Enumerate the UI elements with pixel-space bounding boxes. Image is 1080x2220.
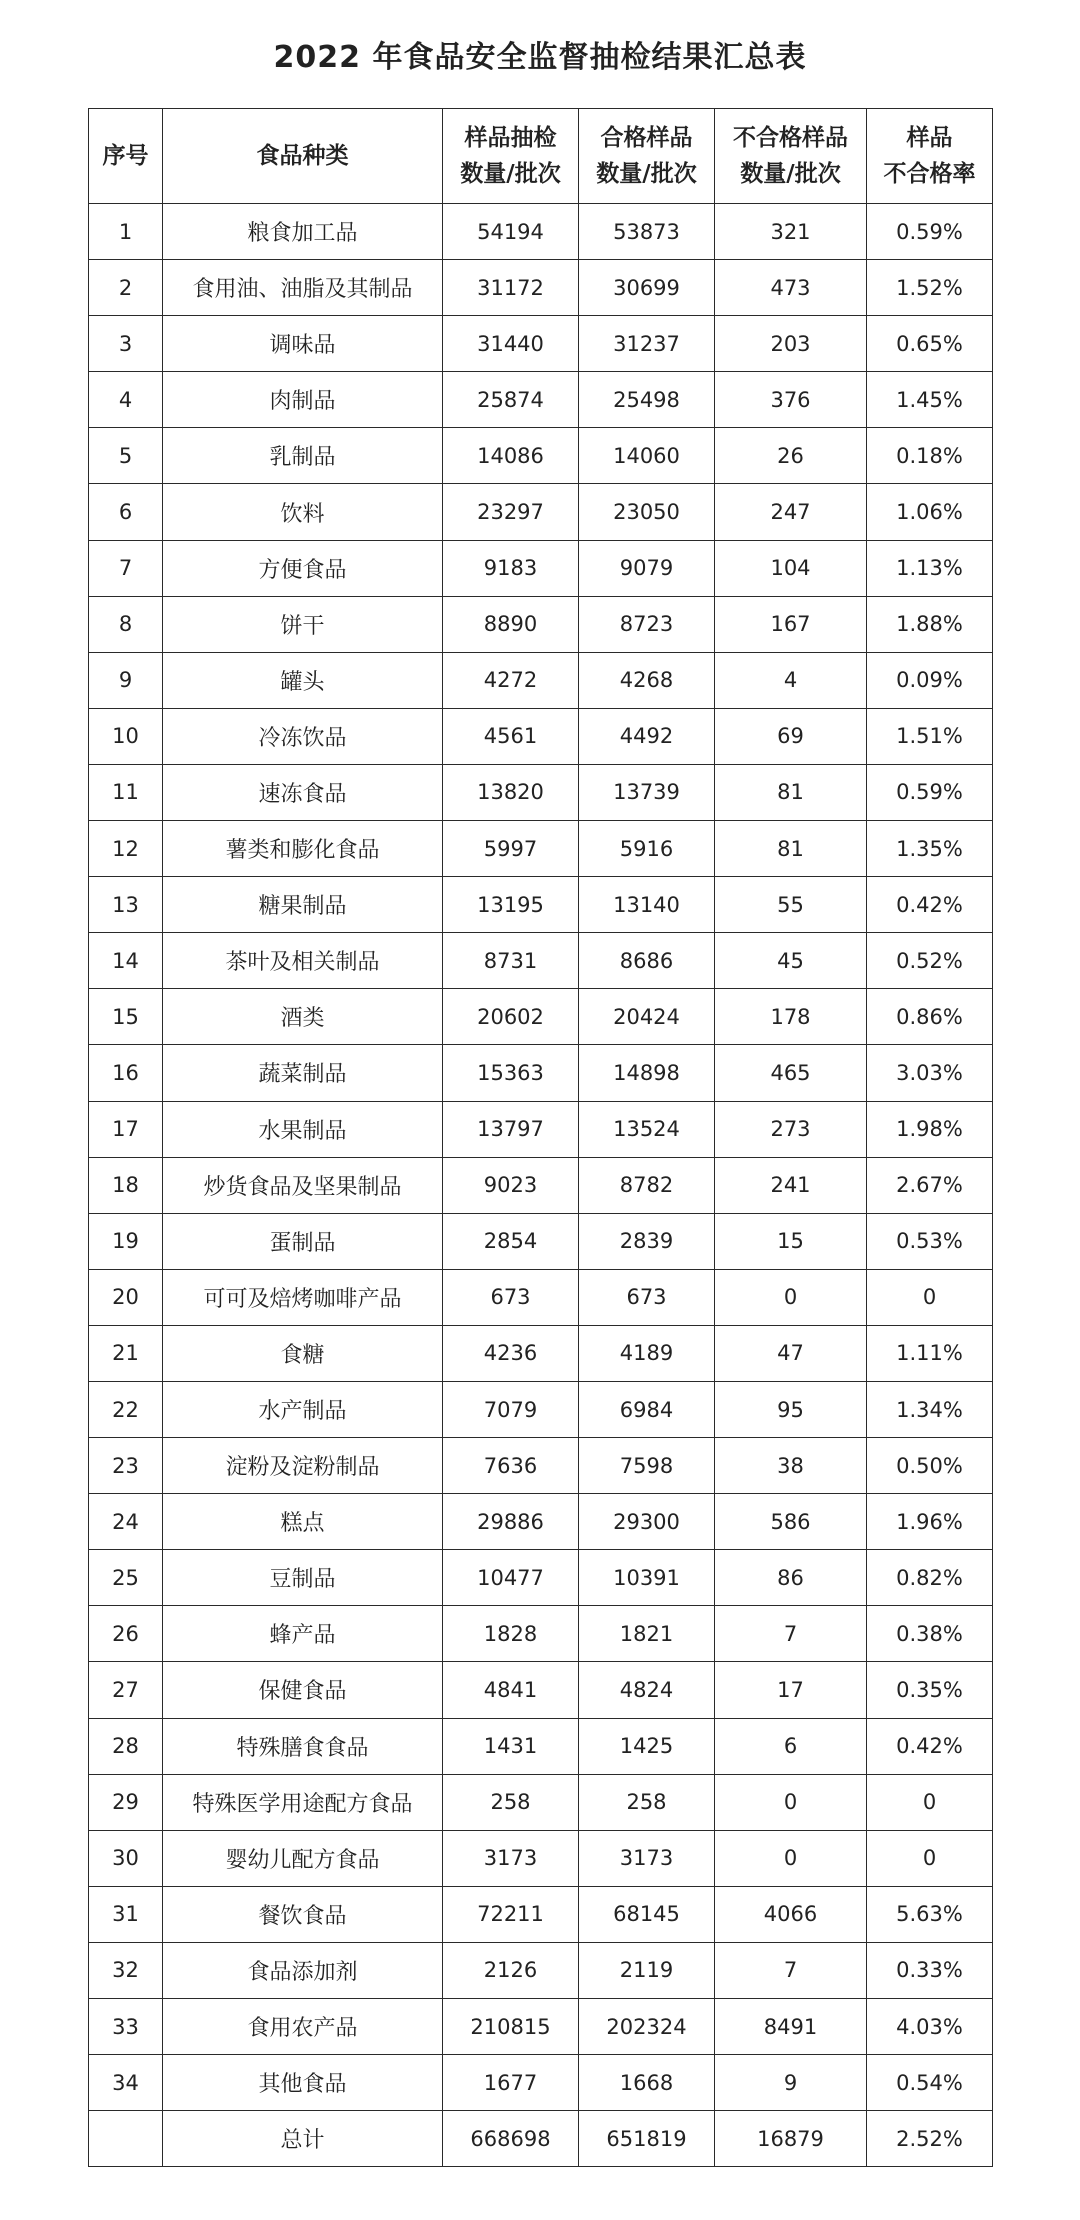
cell-passed: 14060 (579, 428, 715, 484)
cell-category: 粮食加工品 (163, 204, 443, 260)
header-index: 序号 (89, 109, 163, 204)
cell-index: 32 (89, 1942, 163, 1998)
cell-rate: 1.98% (867, 1101, 993, 1157)
cell-failed: 241 (715, 1157, 867, 1213)
cell-failed: 47 (715, 1325, 867, 1381)
cell-category: 茶叶及相关制品 (163, 933, 443, 989)
cell-category: 其他食品 (163, 2055, 443, 2111)
cell-sampled: 13195 (443, 877, 579, 933)
cell-sampled: 2854 (443, 1213, 579, 1269)
cell-passed: 2119 (579, 1942, 715, 1998)
cell-failed: 0 (715, 1830, 867, 1886)
table-row (89, 1438, 993, 1494)
cell-rate: 0.33% (867, 1942, 993, 1998)
cell-index: 2 (89, 260, 163, 316)
cell-failed: 81 (715, 764, 867, 820)
cell-sampled: 23297 (443, 484, 579, 540)
cell-failed: 376 (715, 372, 867, 428)
cell-category: 水产制品 (163, 1381, 443, 1437)
cell-passed: 31237 (579, 316, 715, 372)
table-row (89, 1774, 993, 1830)
cell-category: 肉制品 (163, 372, 443, 428)
cell-failed: 465 (715, 1045, 867, 1101)
total-cell-passed: 651819 (579, 2111, 715, 2167)
table-row (89, 204, 993, 260)
cell-rate: 2.67% (867, 1157, 993, 1213)
cell-index: 8 (89, 596, 163, 652)
cell-failed: 321 (715, 204, 867, 260)
cell-failed: 586 (715, 1494, 867, 1550)
cell-index: 27 (89, 1662, 163, 1718)
table-row (89, 260, 993, 316)
cell-passed: 20424 (579, 989, 715, 1045)
cell-index: 14 (89, 933, 163, 989)
cell-failed: 17 (715, 1662, 867, 1718)
cell-passed: 4824 (579, 1662, 715, 1718)
table-row (89, 821, 993, 877)
cell-index: 20 (89, 1269, 163, 1325)
cell-category: 可可及焙烤咖啡产品 (163, 1269, 443, 1325)
cell-rate: 1.52% (867, 260, 993, 316)
cell-passed: 2839 (579, 1213, 715, 1269)
cell-sampled: 9183 (443, 540, 579, 596)
total-cell-sampled: 668698 (443, 2111, 579, 2167)
cell-failed: 6 (715, 1718, 867, 1774)
table-row (89, 764, 993, 820)
cell-sampled: 4236 (443, 1325, 579, 1381)
cell-rate: 5.63% (867, 1886, 993, 1942)
cell-passed: 9079 (579, 540, 715, 596)
cell-rate: 1.13% (867, 540, 993, 596)
table-row (89, 1381, 993, 1437)
cell-passed: 1425 (579, 1718, 715, 1774)
table-row (89, 596, 993, 652)
table-row (89, 1213, 993, 1269)
table-row (89, 1606, 993, 1662)
cell-rate: 0.42% (867, 1718, 993, 1774)
cell-passed: 68145 (579, 1886, 715, 1942)
table-row (89, 2055, 993, 2111)
cell-passed: 6984 (579, 1381, 715, 1437)
cell-index: 4 (89, 372, 163, 428)
cell-failed: 26 (715, 428, 867, 484)
cell-sampled: 4272 (443, 652, 579, 708)
cell-category: 酒类 (163, 989, 443, 1045)
cell-failed: 167 (715, 596, 867, 652)
cell-passed: 25498 (579, 372, 715, 428)
cell-passed: 1821 (579, 1606, 715, 1662)
cell-sampled: 2126 (443, 1942, 579, 1998)
cell-passed: 8782 (579, 1157, 715, 1213)
header-rate: 样品 不合格率 (867, 109, 993, 204)
cell-failed: 203 (715, 316, 867, 372)
cell-category: 婴幼儿配方食品 (163, 1830, 443, 1886)
header-row (89, 109, 993, 204)
cell-sampled: 31172 (443, 260, 579, 316)
cell-failed: 273 (715, 1101, 867, 1157)
table-row (89, 540, 993, 596)
cell-index: 3 (89, 316, 163, 372)
cell-passed: 14898 (579, 1045, 715, 1101)
cell-sampled: 7079 (443, 1381, 579, 1437)
table-row (89, 1494, 993, 1550)
cell-passed: 5916 (579, 821, 715, 877)
cell-failed: 9 (715, 2055, 867, 2111)
cell-failed: 4066 (715, 1886, 867, 1942)
cell-passed: 1668 (579, 2055, 715, 2111)
cell-failed: 69 (715, 708, 867, 764)
cell-passed: 673 (579, 1269, 715, 1325)
cell-sampled: 72211 (443, 1886, 579, 1942)
cell-index: 24 (89, 1494, 163, 1550)
cell-failed: 4 (715, 652, 867, 708)
cell-sampled: 4841 (443, 1662, 579, 1718)
cell-category: 豆制品 (163, 1550, 443, 1606)
cell-rate: 0.59% (867, 204, 993, 260)
cell-sampled: 9023 (443, 1157, 579, 1213)
cell-failed: 15 (715, 1213, 867, 1269)
cell-passed: 202324 (579, 1999, 715, 2055)
table-row (89, 1830, 993, 1886)
cell-index: 28 (89, 1718, 163, 1774)
table-row (89, 1662, 993, 1718)
cell-index: 7 (89, 540, 163, 596)
cell-category: 饼干 (163, 596, 443, 652)
cell-sampled: 8890 (443, 596, 579, 652)
cell-index: 25 (89, 1550, 163, 1606)
total-cell-failed: 16879 (715, 2111, 867, 2167)
cell-passed: 258 (579, 1774, 715, 1830)
cell-index: 33 (89, 1999, 163, 2055)
cell-category: 饮料 (163, 484, 443, 540)
header-category: 食品种类 (163, 109, 443, 204)
cell-category: 乳制品 (163, 428, 443, 484)
cell-rate: 0.59% (867, 764, 993, 820)
cell-index: 1 (89, 204, 163, 260)
cell-passed: 8723 (579, 596, 715, 652)
cell-category: 调味品 (163, 316, 443, 372)
cell-sampled: 7636 (443, 1438, 579, 1494)
cell-index: 6 (89, 484, 163, 540)
cell-passed: 13524 (579, 1101, 715, 1157)
cell-category: 薯类和膨化食品 (163, 821, 443, 877)
header-sampled: 样品抽检 数量/批次 (443, 109, 579, 204)
table-row (89, 428, 993, 484)
cell-index: 22 (89, 1381, 163, 1437)
cell-failed: 95 (715, 1381, 867, 1437)
cell-sampled: 1828 (443, 1606, 579, 1662)
header-failed: 不合格样品 数量/批次 (715, 109, 867, 204)
cell-rate: 0.35% (867, 1662, 993, 1718)
cell-category: 糖果制品 (163, 877, 443, 933)
cell-rate: 1.96% (867, 1494, 993, 1550)
cell-rate: 0.52% (867, 933, 993, 989)
table-row (89, 989, 993, 1045)
cell-index: 26 (89, 1606, 163, 1662)
cell-category: 糕点 (163, 1494, 443, 1550)
cell-category: 蛋制品 (163, 1213, 443, 1269)
cell-sampled: 8731 (443, 933, 579, 989)
cell-failed: 38 (715, 1438, 867, 1494)
cell-sampled: 5997 (443, 821, 579, 877)
cell-category: 蜂产品 (163, 1606, 443, 1662)
cell-rate: 1.06% (867, 484, 993, 540)
cell-passed: 53873 (579, 204, 715, 260)
cell-index: 30 (89, 1830, 163, 1886)
cell-failed: 7 (715, 1606, 867, 1662)
cell-rate: 0.54% (867, 2055, 993, 2111)
results-table (88, 108, 993, 2167)
cell-sampled: 25874 (443, 372, 579, 428)
cell-category: 速冻食品 (163, 764, 443, 820)
cell-category: 蔬菜制品 (163, 1045, 443, 1101)
cell-sampled: 20602 (443, 989, 579, 1045)
cell-failed: 81 (715, 821, 867, 877)
table-row (89, 933, 993, 989)
cell-index: 29 (89, 1774, 163, 1830)
total-cell-index (89, 2111, 163, 2167)
cell-rate: 1.35% (867, 821, 993, 877)
cell-rate: 0 (867, 1269, 993, 1325)
cell-passed: 3173 (579, 1830, 715, 1886)
cell-failed: 45 (715, 933, 867, 989)
cell-category: 保健食品 (163, 1662, 443, 1718)
cell-rate: 0.82% (867, 1550, 993, 1606)
cell-index: 21 (89, 1325, 163, 1381)
cell-index: 12 (89, 821, 163, 877)
table-row (89, 877, 993, 933)
cell-index: 10 (89, 708, 163, 764)
cell-category: 特殊膳食食品 (163, 1718, 443, 1774)
cell-sampled: 13797 (443, 1101, 579, 1157)
cell-passed: 13140 (579, 877, 715, 933)
cell-rate: 4.03% (867, 1999, 993, 2055)
cell-passed: 8686 (579, 933, 715, 989)
cell-failed: 7 (715, 1942, 867, 1998)
table-row (89, 1045, 993, 1101)
cell-index: 9 (89, 652, 163, 708)
cell-category: 淀粉及淀粉制品 (163, 1438, 443, 1494)
table-row (89, 1942, 993, 1998)
cell-failed: 8491 (715, 1999, 867, 2055)
cell-category: 食用农产品 (163, 1999, 443, 2055)
table-row (89, 316, 993, 372)
cell-passed: 30699 (579, 260, 715, 316)
cell-sampled: 3173 (443, 1830, 579, 1886)
cell-rate: 3.03% (867, 1045, 993, 1101)
cell-rate: 1.45% (867, 372, 993, 428)
cell-sampled: 1431 (443, 1718, 579, 1774)
cell-rate: 0.53% (867, 1213, 993, 1269)
cell-rate: 1.34% (867, 1381, 993, 1437)
cell-sampled: 13820 (443, 764, 579, 820)
cell-sampled: 258 (443, 1774, 579, 1830)
cell-failed: 178 (715, 989, 867, 1045)
cell-failed: 0 (715, 1774, 867, 1830)
cell-passed: 23050 (579, 484, 715, 540)
cell-category: 食用油、油脂及其制品 (163, 260, 443, 316)
cell-sampled: 54194 (443, 204, 579, 260)
cell-index: 16 (89, 1045, 163, 1101)
cell-rate: 1.51% (867, 708, 993, 764)
table-row (89, 652, 993, 708)
cell-rate: 0 (867, 1774, 993, 1830)
cell-category: 水果制品 (163, 1101, 443, 1157)
table-row (89, 1325, 993, 1381)
cell-rate: 1.11% (867, 1325, 993, 1381)
table-row (89, 1999, 993, 2055)
cell-index: 23 (89, 1438, 163, 1494)
table-row (89, 372, 993, 428)
cell-passed: 4189 (579, 1325, 715, 1381)
cell-rate: 0.38% (867, 1606, 993, 1662)
total-row (89, 2111, 993, 2167)
cell-sampled: 210815 (443, 1999, 579, 2055)
cell-sampled: 14086 (443, 428, 579, 484)
cell-passed: 10391 (579, 1550, 715, 1606)
cell-sampled: 29886 (443, 1494, 579, 1550)
cell-failed: 247 (715, 484, 867, 540)
cell-rate: 0 (867, 1830, 993, 1886)
cell-index: 19 (89, 1213, 163, 1269)
cell-category: 方便食品 (163, 540, 443, 596)
cell-rate: 0.65% (867, 316, 993, 372)
cell-index: 11 (89, 764, 163, 820)
cell-category: 特殊医学用途配方食品 (163, 1774, 443, 1830)
cell-failed: 473 (715, 260, 867, 316)
table-row (89, 1550, 993, 1606)
cell-category: 炒货食品及坚果制品 (163, 1157, 443, 1213)
cell-index: 31 (89, 1886, 163, 1942)
cell-category: 餐饮食品 (163, 1886, 443, 1942)
table-row (89, 1886, 993, 1942)
cell-failed: 104 (715, 540, 867, 596)
table-row (89, 1718, 993, 1774)
cell-failed: 55 (715, 877, 867, 933)
cell-index: 17 (89, 1101, 163, 1157)
cell-rate: 0.18% (867, 428, 993, 484)
cell-index: 34 (89, 2055, 163, 2111)
cell-sampled: 1677 (443, 2055, 579, 2111)
cell-category: 罐头 (163, 652, 443, 708)
cell-index: 13 (89, 877, 163, 933)
cell-sampled: 15363 (443, 1045, 579, 1101)
table-row (89, 484, 993, 540)
cell-index: 18 (89, 1157, 163, 1213)
header-passed: 合格样品 数量/批次 (579, 109, 715, 204)
cell-rate: 0.86% (867, 989, 993, 1045)
cell-rate: 1.88% (867, 596, 993, 652)
cell-category: 食糖 (163, 1325, 443, 1381)
table-row (89, 1101, 993, 1157)
cell-failed: 0 (715, 1269, 867, 1325)
cell-passed: 7598 (579, 1438, 715, 1494)
cell-sampled: 31440 (443, 316, 579, 372)
table-row (89, 1269, 993, 1325)
cell-category: 食品添加剂 (163, 1942, 443, 1998)
table-row (89, 1157, 993, 1213)
cell-index: 5 (89, 428, 163, 484)
cell-index: 15 (89, 989, 163, 1045)
cell-rate: 0.42% (867, 877, 993, 933)
cell-passed: 4268 (579, 652, 715, 708)
cell-passed: 29300 (579, 1494, 715, 1550)
cell-failed: 86 (715, 1550, 867, 1606)
table-body (89, 204, 993, 2167)
page-title: 2022 年食品安全监督抽检结果汇总表 (273, 40, 807, 75)
cell-passed: 4492 (579, 708, 715, 764)
cell-sampled: 10477 (443, 1550, 579, 1606)
cell-rate: 0.09% (867, 652, 993, 708)
cell-category: 冷冻饮品 (163, 708, 443, 764)
total-cell-category: 总计 (163, 2111, 443, 2167)
cell-sampled: 4561 (443, 708, 579, 764)
table-row (89, 708, 993, 764)
cell-passed: 13739 (579, 764, 715, 820)
total-cell-rate: 2.52% (867, 2111, 993, 2167)
cell-sampled: 673 (443, 1269, 579, 1325)
cell-rate: 0.50% (867, 1438, 993, 1494)
